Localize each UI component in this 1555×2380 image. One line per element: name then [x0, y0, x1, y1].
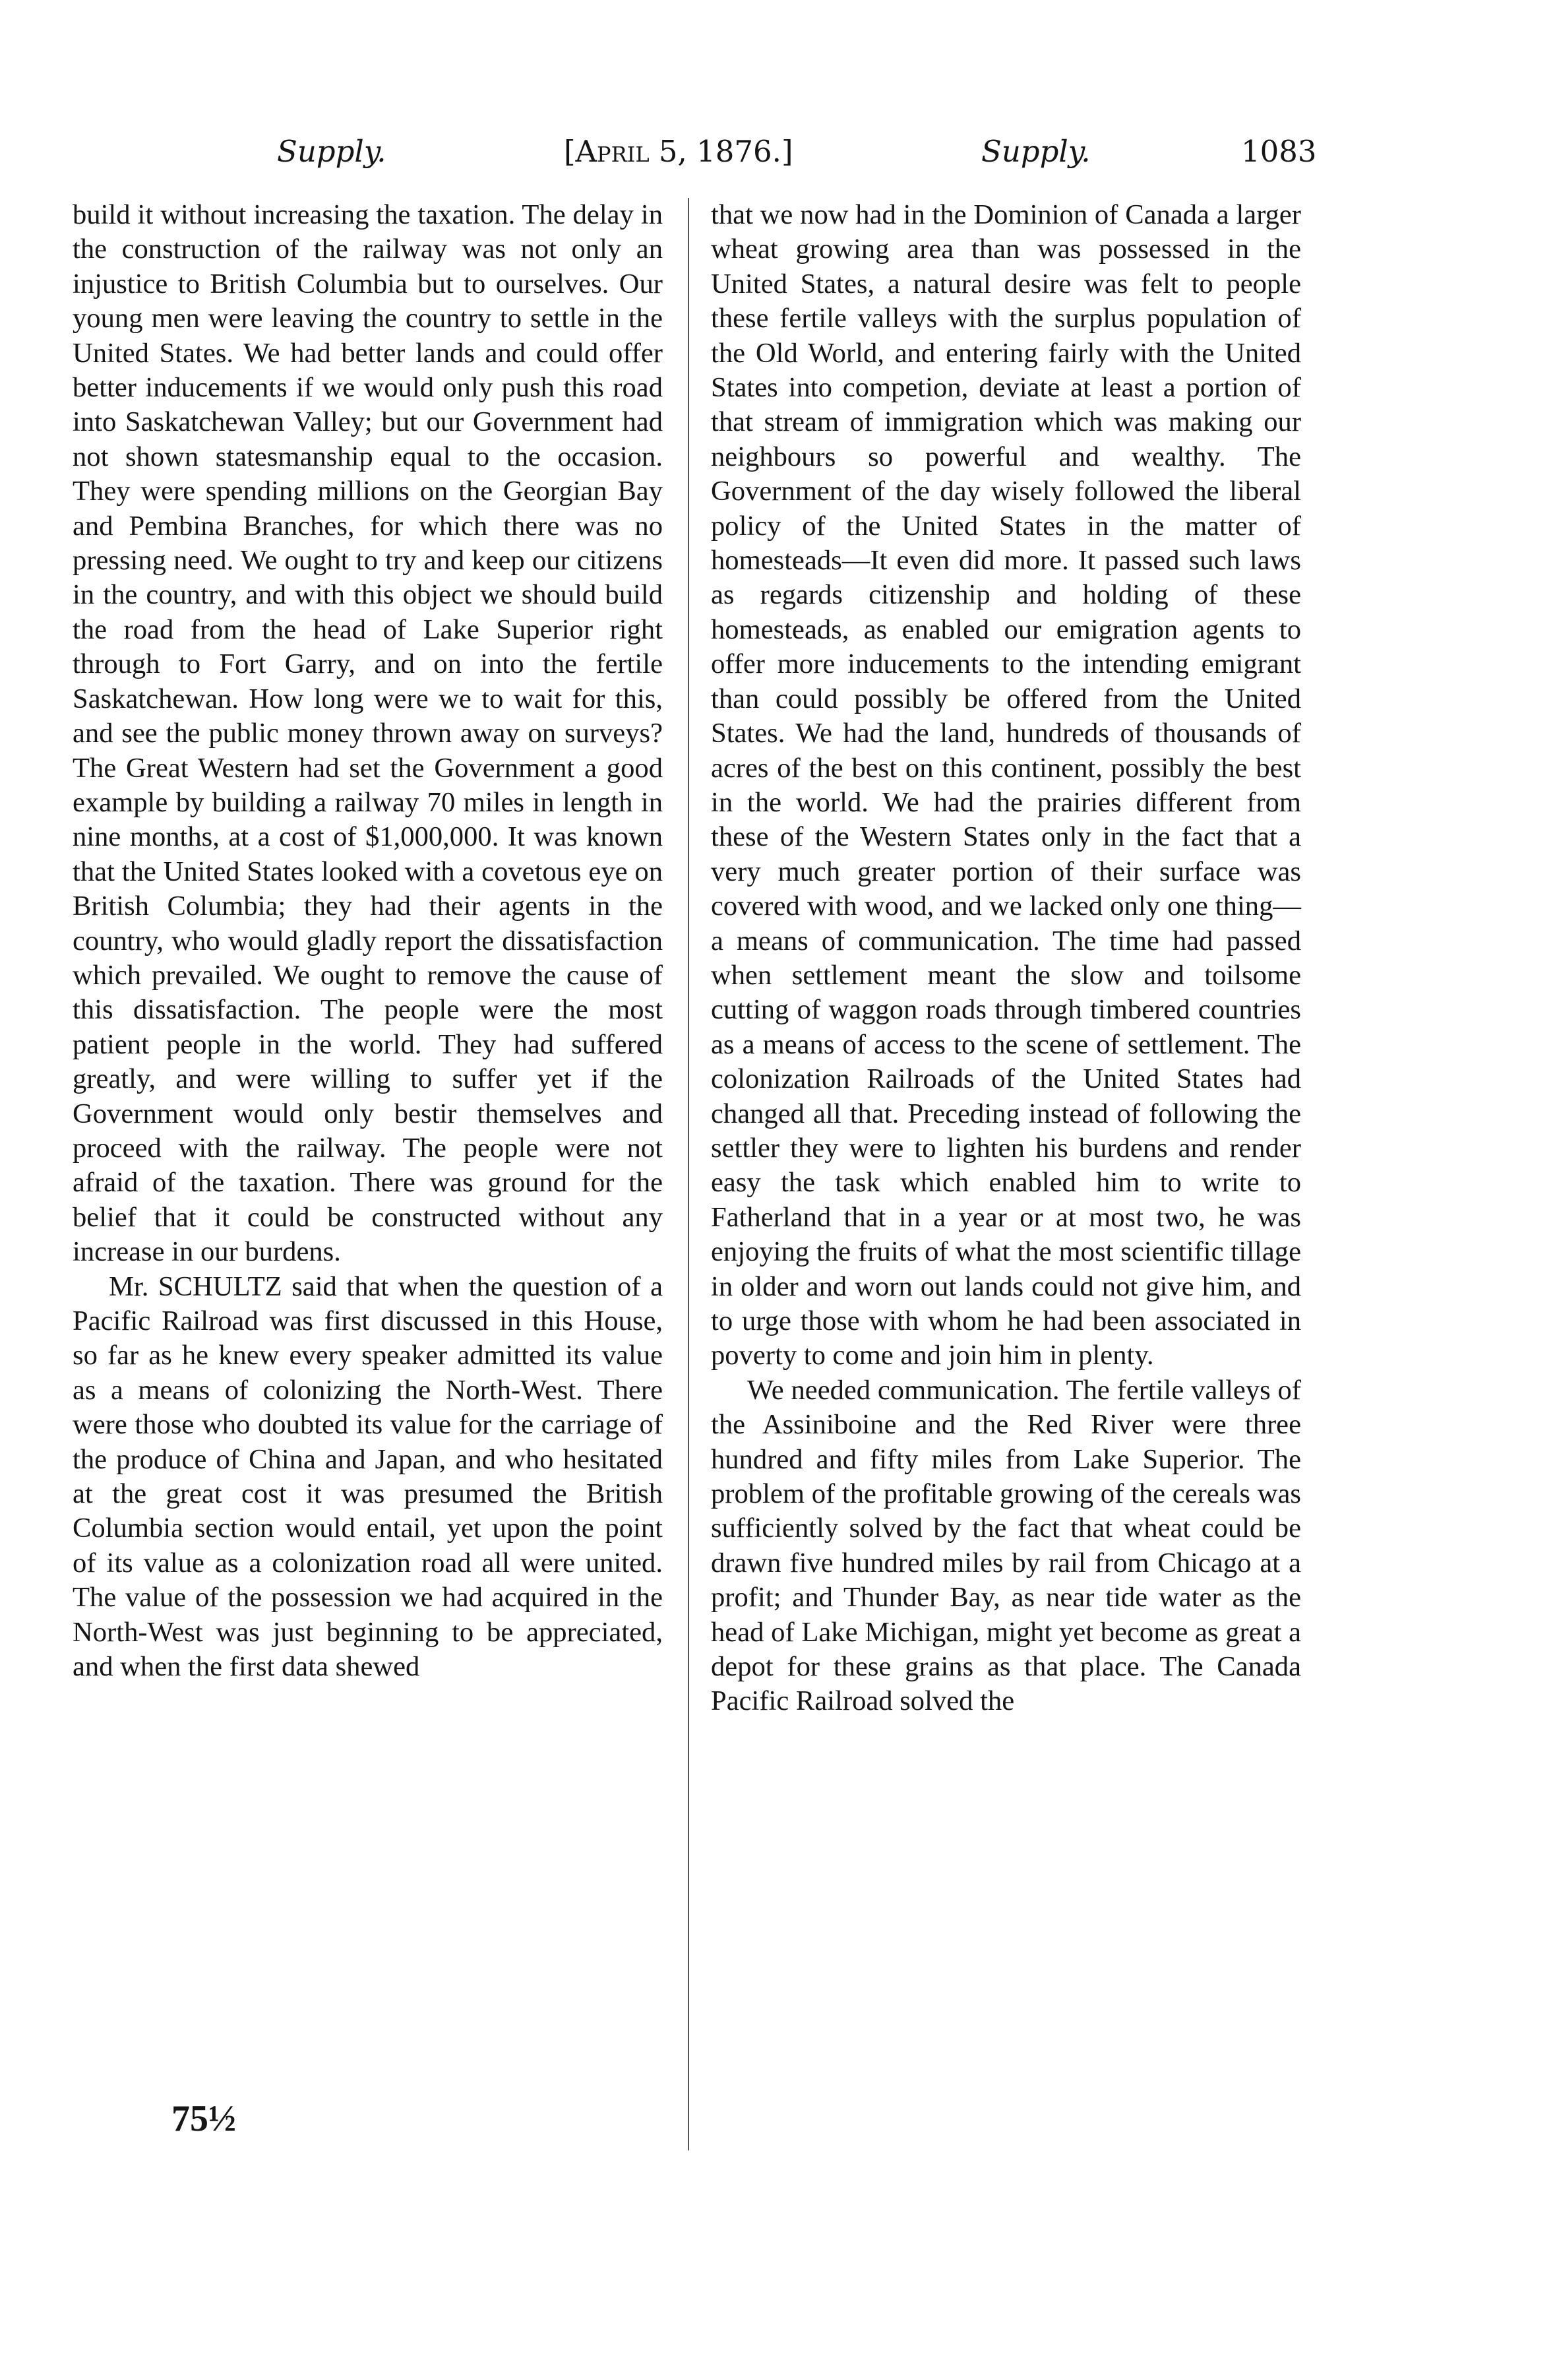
right-paragraph-1: that we now had in the Dominion of Canada a larger wheat growing area than was possessed in the United States, a natural desire was felt to people these fertile valleys with the surplus population of the Old World, and entering fairly with the United States into competion, deviate at least a portion of that stream of immigration which was making our neighbours so powerful and wealthy. The Government of the day wisely followed the liberal policy of the United States in the matter of homesteads—It even did more. It passed such laws as regards citizenship and holding of these homesteads, as enabled our emigration agents to offer more inducements to the intending emigrant than could possibly be offered from the United States. We had the land, hundreds of thousands of acres of the best on this continent, possibly the best in the world. We had the prairies different from these of the Western States only in the fact that a very much greater portion of their surface was covered with wood, and we lacked only one thing—a means of communication. The time had passed when settlement meant the slow and toilsome cutting of waggon roads through timbered countries as a means of access to the scene of settlement. The colonization Railroads of the United States had changed all that. Preceding instead of following the settler they were to lighten his burdens and render easy the task which enabled him to write to Fatherland that in a year or at most two, he was enjoying the fruits of what the most scientific tillage in older and worn out lands could not give him, and to urge those with whom he had been associated in poverty to come and join him in plenty. — [711, 199, 1301, 1371]
header-date: [April 5, 1876.] — [564, 134, 793, 169]
left-paragraph-2: Mr. SCHULTZ said that when the question of a Pacific Railroad was first discussed in this House, so far as he knew every speaker admitted its value as a means of colonizing the North-West. There were those who doubted its value for the carriage of the produce of China and Japan, and who hesitated at the great cost it was presumed the British Columbia section would entail, yet upon the point of its value as a colonization road all were united. The value of the possession we had acquired in the North-West was just beginning to be appreciated, and when the first data shewed — [73, 1270, 663, 1683]
header-left-title: Supply. — [277, 134, 386, 169]
header-right-title: Supply. — [981, 134, 1091, 169]
column-divider — [688, 198, 689, 2150]
right-column — [711, 198, 1301, 1719]
page-number: 1083 — [1241, 134, 1317, 169]
signature-mark: 75½ — [171, 2098, 236, 2139]
left-paragraph-1: build it without increasing the taxation. The delay in the construction of the railway was not only an injustice to British Columbia but to ourselves. Our young men were leaving the country to settle in the United States. We had better lands and could offer better inducements if we would only push this road into Saskatchewan Valley; but our Government had not shown statesmanship equal to the occasion. They were spending millions on the Georgian Bay and Pembina Branches, for which there was no pressing need. We ought to try and keep our citizens in the country, and with this object we should build the road from the head of Lake Superior right through to Fort Garry, and on into the fertile Saskatchewan. How long were we to wait for this, and see the public money thrown away on surveys? The Great Western had set the Government a good example by building a railway 70 miles in length in nine months, at a cost of $1,000,000. It was known that the United States looked with a covetous eye on British Columbia; they had their agents in the country, who would gladly report the dissatisfaction which prevailed. We ought to remove the cause of this dissatisfaction. The people were the most patient people in the world. They had suffered greatly, and were willing to suffer yet if the Government would only bestir themselves and proceed with the railway. The people were not afraid of the taxation. There was ground for the belief that it could be constructed without any increase in our burdens. — [73, 199, 663, 1268]
right-paragraph-2: We needed communication. The fertile valleys of the Assiniboine and the Red River were three hundred and fifty miles from Lake Superior. The problem of the profitable growing of the cereals was sufficiently solved by the fact that wheat could be drawn five hundred miles by rail from Chicago at a profit; and Thunder Bay, as near tide water as the head of Lake Michigan, might yet become as great a depot for these grains as that place. The Canada Pacific Railroad solved the — [711, 1374, 1301, 1717]
left-column — [73, 198, 663, 1684]
